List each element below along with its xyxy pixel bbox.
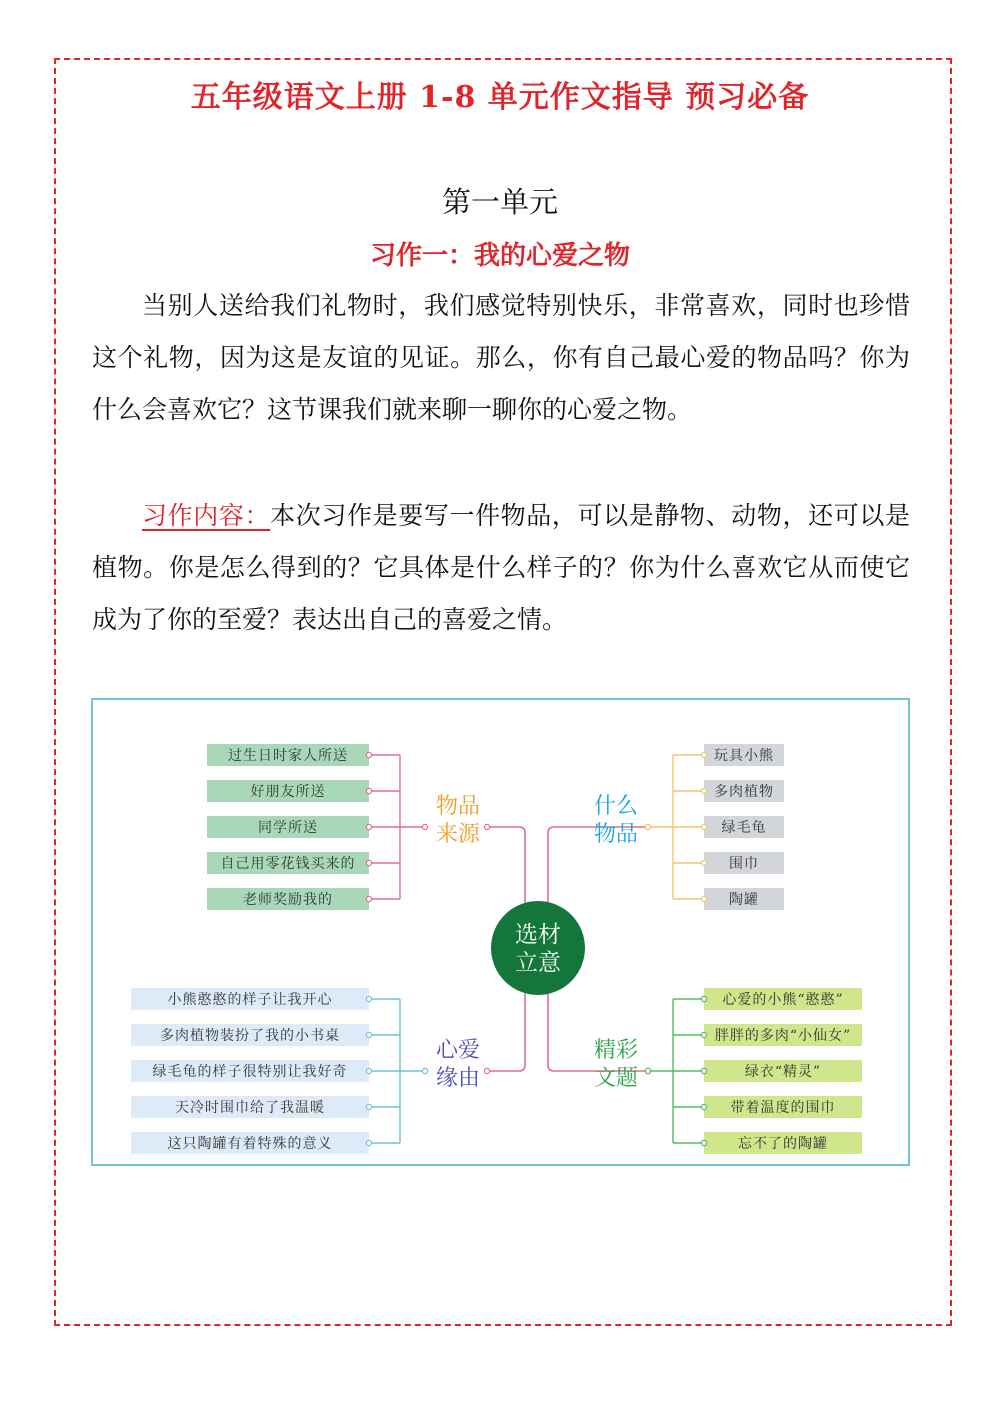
item-node — [366, 1068, 371, 1073]
branch-title: 物品 — [593, 822, 639, 847]
item-label: 老师奖励我的 — [243, 892, 333, 908]
item-label: 同学所送 — [258, 820, 318, 836]
item-node — [701, 860, 706, 865]
item-node — [366, 788, 371, 793]
bracket-node-0 — [422, 824, 427, 829]
item-label: 绿毛龟的样子很特别让我好奇 — [152, 1064, 348, 1080]
center-label: 立意 — [515, 950, 561, 976]
branch-title: 心爱 — [435, 1038, 481, 1063]
item-node — [366, 860, 371, 865]
item-node — [701, 1104, 706, 1109]
branch-node-0 — [484, 824, 489, 829]
branch-title: 来源 — [435, 822, 481, 847]
item-label: 过生日时家人所送 — [228, 748, 348, 764]
item-node — [366, 896, 371, 901]
item-node — [366, 752, 371, 757]
document-title: 五年级语文上册 1-8 单元作文指导 预习必备 — [190, 80, 810, 115]
branch-connector-2 — [487, 993, 525, 1071]
item-node — [366, 1032, 371, 1037]
center-label: 选材 — [515, 922, 561, 948]
branch-title: 缘由 — [435, 1066, 481, 1091]
item-node — [701, 788, 706, 793]
bracket-node-2 — [422, 1068, 427, 1073]
item-node — [701, 1068, 706, 1073]
item-label: 忘不了的陶罐 — [738, 1136, 828, 1152]
bracket-node-1 — [645, 824, 650, 829]
item-node — [701, 896, 706, 901]
branch-connector-0 — [487, 827, 525, 903]
item-node — [701, 1140, 706, 1145]
content-text: 本次习作是要写一件物品，可以是静物、动物，还可以是植物。你是怎么得到的？它具体是什么样子的？你为什么喜欢它从而使它成为了你的至爱？表达出自己的喜爱之情。 — [92, 501, 910, 634]
content-label: 习作内容： — [142, 501, 271, 530]
item-label: 绿衣“精灵” — [744, 1064, 822, 1080]
item-label: 好朋友所送 — [250, 784, 326, 800]
item-label: 围巾 — [729, 856, 759, 872]
item-label: 带着温度的围巾 — [730, 1100, 836, 1116]
item-label: 陶罐 — [729, 892, 759, 908]
item-node — [701, 1032, 706, 1037]
branch-title: 什么 — [593, 794, 639, 819]
item-node — [701, 996, 706, 1001]
branch-title: 文题 — [593, 1066, 639, 1091]
center-node — [491, 901, 585, 995]
mind-map — [91, 698, 910, 1166]
item-node — [366, 824, 371, 829]
exercise-title: 习作一：我的心爱之物 — [369, 241, 630, 271]
item-node — [366, 996, 371, 1001]
item-label: 心爱的小熊“憨憨” — [722, 992, 844, 1008]
branch-title: 物品 — [435, 794, 481, 819]
item-node — [701, 824, 706, 829]
item-label: 这只陶罐有着特殊的意义 — [167, 1136, 333, 1152]
item-label: 小熊憨憨的样子让我开心 — [167, 992, 333, 1008]
bracket-node-3 — [645, 1068, 650, 1073]
item-label: 自己用零花钱买来的 — [220, 856, 356, 872]
branch-title: 精彩 — [593, 1038, 639, 1063]
unit-heading: 第一单元 — [441, 185, 558, 219]
item-label: 多肉植物装扮了我的小书桌 — [160, 1028, 340, 1044]
item-label: 绿毛龟 — [721, 820, 767, 836]
item-label: 玩具小熊 — [714, 748, 774, 764]
item-node — [701, 752, 706, 757]
item-label: 胖胖的多肉“小仙女” — [714, 1028, 852, 1044]
item-node — [366, 1140, 371, 1145]
item-label: 多肉植物 — [714, 784, 774, 800]
content-paragraph — [92, 490, 910, 646]
item-node — [366, 1104, 371, 1109]
branch-node-2 — [484, 1068, 489, 1073]
intro-paragraph: 当别人送给我们礼物时，我们感觉特别快乐，非常喜欢，同时也珍惜这个礼物，因为这是友谊的见证。那么，你有自己最心爱的物品吗？你为什么会喜欢它？这节课我们就来聊一聊你的心爱之物。 — [92, 291, 910, 424]
mind-map-canvas — [93, 700, 908, 1164]
item-label: 天冷时围巾给了我温暖 — [175, 1100, 325, 1116]
